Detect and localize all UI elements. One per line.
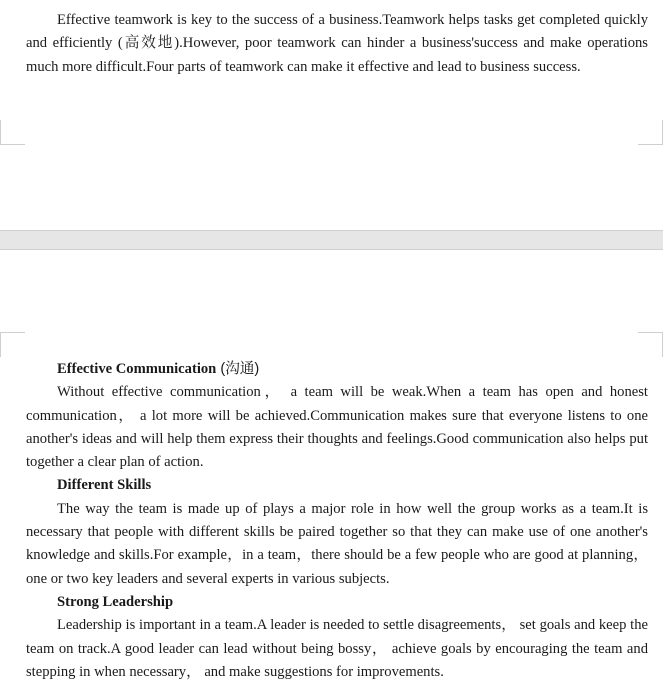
margin-mark-bottom-right — [638, 120, 663, 145]
intro-paragraph: Effective teamwork is key to the success of a business.Teamwork helps tasks get completed quickly and efficiently (高效地).However, poor teamwork can hinder a business'success and make operations much more difficult.Four parts of teamwork can make it effective and lead to business success. — [26, 12, 648, 75]
document-page-1 — [0, 0, 663, 230]
page-1-body — [26, 9, 648, 79]
heading-effective-communication: Effective Communication (沟通) — [57, 361, 260, 377]
document-page-2 — [0, 250, 663, 689]
heading-different-skills: Different Skills — [57, 477, 152, 494]
margin-mark-top-left — [0, 332, 25, 357]
paragraph-different-skills: The way the team is made up of plays a major role in how well the group works as a team.It is necessary that people with different skills be paired together so that they can make use of one another's knowledge and skills.For example，in a team，there should be a few people who are good at planning， one or two key leaders and several experts in various subjects. — [26, 500, 648, 587]
heading-strong-leadership: Strong Leadership — [57, 593, 174, 610]
margin-mark-top-right — [638, 332, 663, 357]
margin-mark-bottom-left — [0, 120, 25, 145]
page-gap — [0, 230, 663, 250]
paragraph-strong-leadership: Leadership is important in a team.A leader is needed to settle disagreements， set goals and keep the team on track.A good leader can lead without being bossy， achieve goals by encouraging the team and stepping in when necessary， and make suggestions for improvements. — [26, 617, 648, 680]
page-2-body — [26, 358, 648, 684]
paragraph-effective-communication: Without effective communication， a team will be weak.When a team has open and honest communication， a lot more will be achieved.Communication makes sure that everyone listens to one another's ideas and will help them express their thoughts and feelings.Good communication also helps put together a clear plan of action. — [26, 384, 648, 471]
